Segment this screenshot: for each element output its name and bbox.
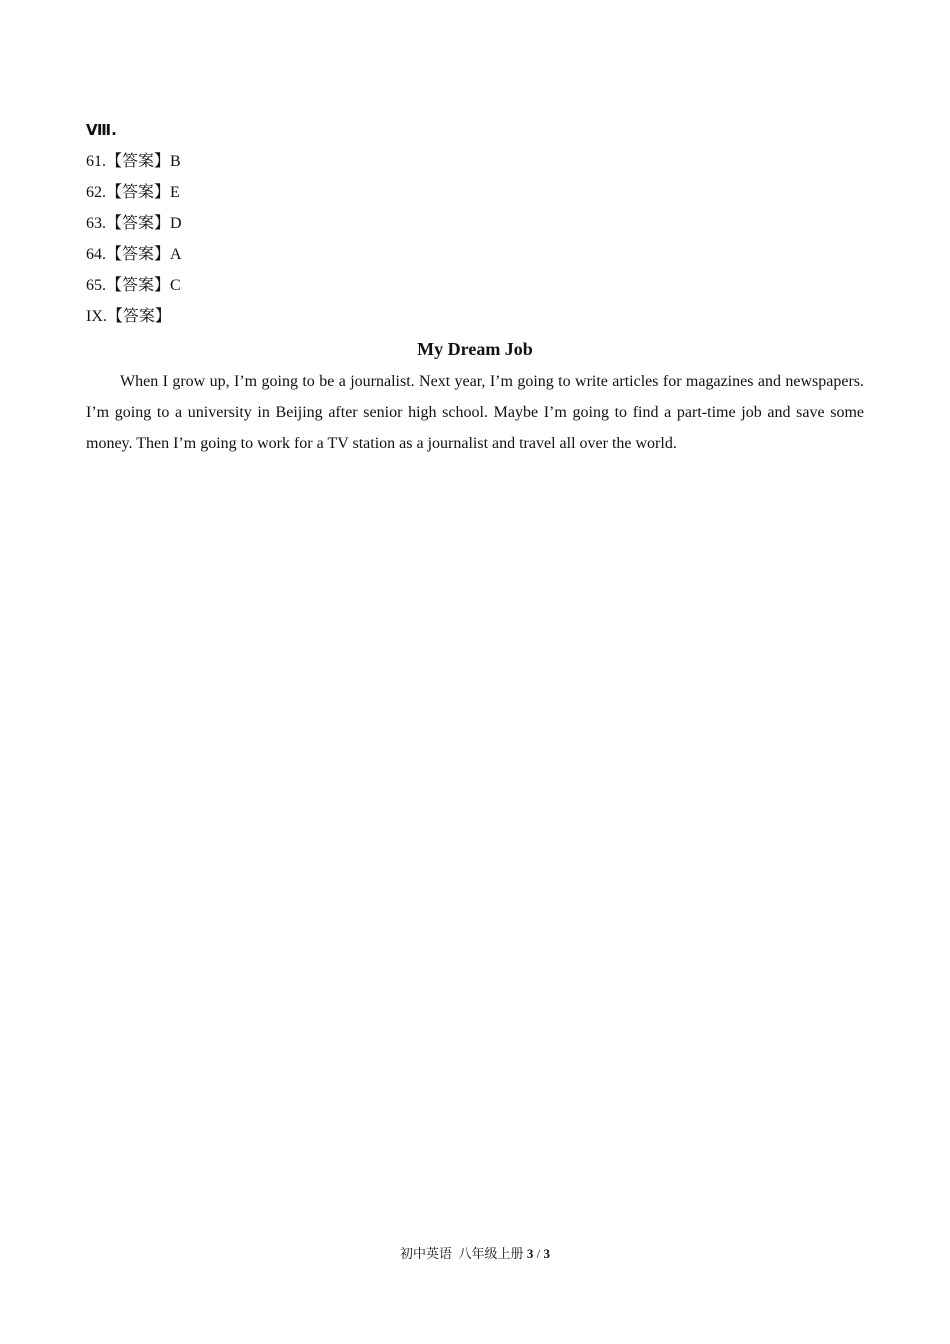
section-heading-8: Ⅷ. (86, 121, 117, 139)
footer-text: 初中英语 八年级上册 (400, 1246, 527, 1261)
answer-tag: 【答案】 (106, 153, 171, 170)
essay-body: When I grow up, I’m going to be a journalist. Next year, I’m going to write articles for magazines and newspapers. I’m going to a university in Beijing after senior high school. Maybe I’m going to find a part-time job and save some money. Then I’m going to work for a TV station as a journalist and travel all over the world. (86, 373, 864, 452)
question-number: 62. (86, 184, 106, 201)
answer-line (86, 177, 864, 208)
section-heading-9 (86, 301, 864, 332)
page-separator: / (533, 1246, 544, 1261)
answer-line (86, 208, 864, 239)
answer-tag: 【答案】 (106, 215, 171, 232)
answer-value: B (170, 153, 181, 170)
answer-sheet (86, 115, 864, 459)
answer-value: C (170, 277, 181, 294)
answer-value: E (170, 184, 180, 201)
page-total: 3 (543, 1246, 550, 1261)
question-number: 65. (86, 277, 106, 294)
answer-value: A (170, 246, 182, 263)
answer-tag: 【答案】 (106, 277, 171, 294)
question-number: 61. (86, 153, 106, 170)
answer-line (86, 270, 864, 301)
question-number: 63. (86, 215, 106, 232)
answer-value: D (170, 215, 182, 232)
essay-title: My Dream Job (417, 339, 533, 359)
answer-tag: 【答案】 (106, 308, 171, 325)
section-number: IX. (86, 308, 107, 325)
question-number: 64. (86, 246, 106, 263)
answer-line (86, 146, 864, 177)
page-current: 3 (526, 1246, 534, 1261)
answer-tag: 【答案】 (106, 246, 171, 263)
answer-tag: 【答案】 (106, 184, 171, 201)
answer-line (86, 239, 864, 270)
page-footer (0, 1244, 950, 1264)
